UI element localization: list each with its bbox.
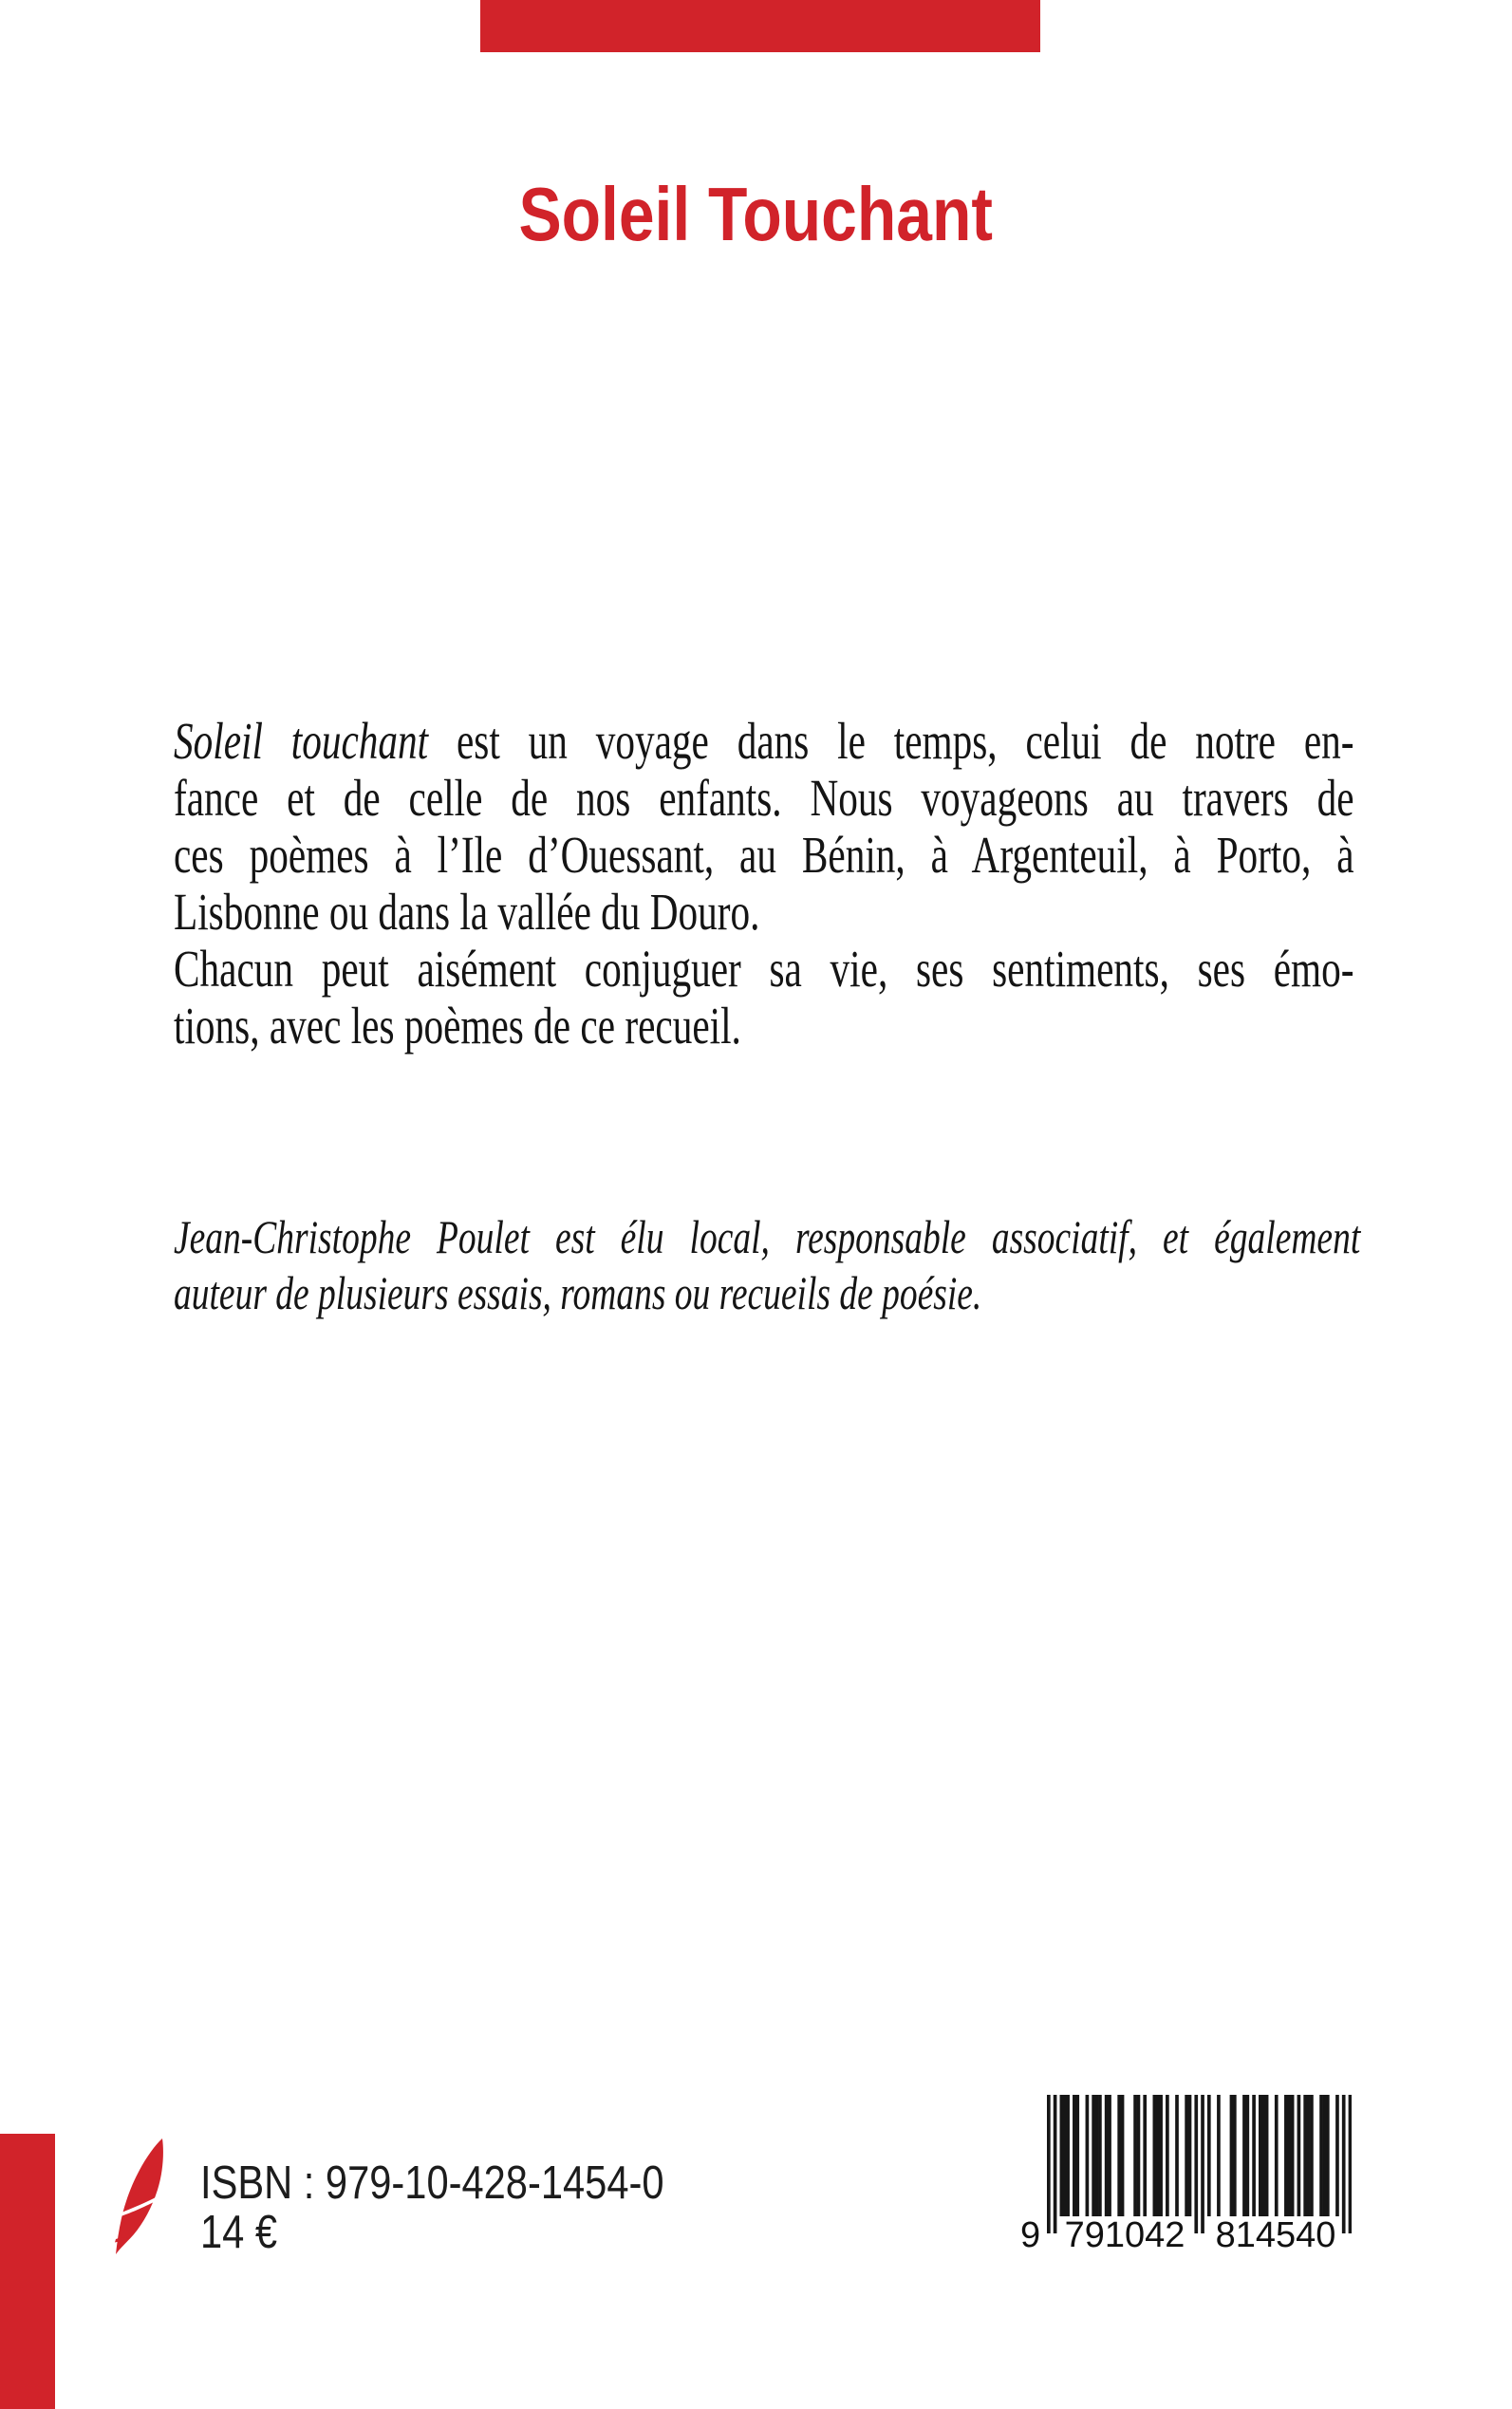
price-text: 14 € bbox=[200, 2207, 278, 2258]
barcode-bars bbox=[1047, 2095, 1352, 2233]
isbn-text: ISBN : 979-10-428-1454-0 bbox=[200, 2157, 664, 2209]
synopsis-line: ces poèmes à l’Ile d’Ouessant, au Bénin, à Argenteuil, à Porto, à bbox=[174, 826, 1354, 884]
synopsis-line: Lisbonne ou dans la vallée du Douro. bbox=[174, 883, 760, 941]
book-title: Soleil Touchant bbox=[518, 172, 993, 256]
bio-line: auteur de plusieurs essais, romans ou recueils de poésie. bbox=[174, 1266, 982, 1319]
isbn-price-block bbox=[200, 2158, 813, 2257]
bio-line: Jean-Christophe Poulet est élu local, responsable associatif, et également bbox=[174, 1210, 1361, 1263]
quill-feather-icon bbox=[114, 2138, 168, 2256]
synopsis-title-italic: Soleil touchant bbox=[174, 712, 429, 770]
synopsis-line: tions, avec les poèmes de ce recueil. bbox=[174, 997, 741, 1055]
synopsis-line: fance et de celle de nos enfants. Nous voyageons au travers de bbox=[174, 769, 1354, 827]
barcode-right-digits: 814540 bbox=[1215, 2215, 1336, 2255]
synopsis-line-text: est un voyage dans le temps, celui de notre en- bbox=[428, 712, 1354, 770]
synopsis-line bbox=[174, 713, 1354, 770]
barcode bbox=[1020, 2095, 1354, 2254]
top-red-band bbox=[480, 0, 1040, 52]
author-bio bbox=[174, 1209, 1360, 1321]
barcode-left-digits: 791042 bbox=[1064, 2215, 1185, 2255]
synopsis-line: Chacun peut aisément conjuguer sa vie, ses sentiments, ses émo- bbox=[174, 940, 1354, 998]
spine-red-bar bbox=[0, 2134, 55, 2409]
synopsis-paragraph bbox=[174, 713, 1354, 1055]
barcode-prefix-digit: 9 bbox=[1020, 2215, 1041, 2255]
